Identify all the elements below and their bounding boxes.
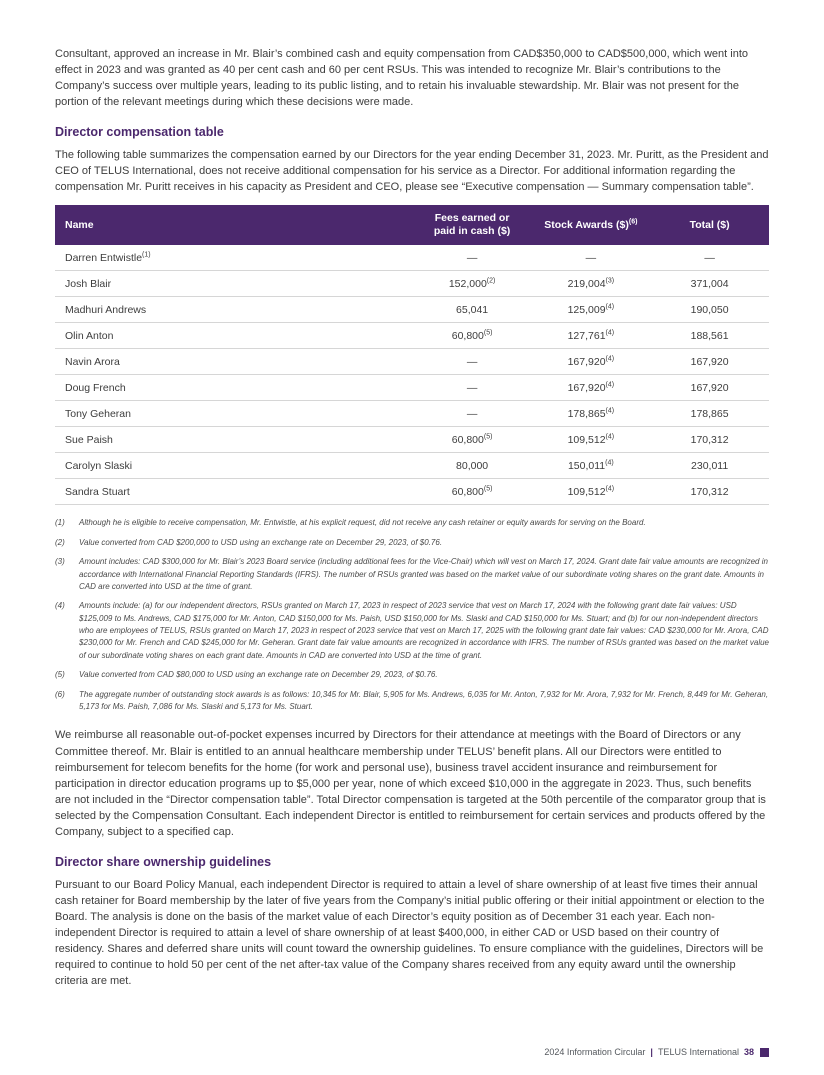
footnote-ref: (4) <box>605 303 615 311</box>
footnote-number: (4) <box>55 601 65 611</box>
cell-stock-awards: 178,865$^{(4)}$ <box>531 401 650 427</box>
footnote-ref: (5) <box>483 485 493 493</box>
cell-director-name: Sue Paish <box>55 427 413 453</box>
cell-total: 178,865 <box>650 401 769 427</box>
table-row <box>55 245 769 271</box>
cell-fees: 80,000 <box>413 453 532 479</box>
footnote-ref: (4) <box>605 355 615 363</box>
table-row <box>55 297 769 323</box>
cell-total: 170,312 <box>650 479 769 505</box>
cell-fees: — <box>413 349 532 375</box>
footnotes-list <box>55 517 769 713</box>
footnote <box>55 600 769 662</box>
cell-director-name: Darren Entwistle$^{(1)}$ <box>55 245 413 271</box>
cell-stock-awards: 219,004$^{(3)}$ <box>531 271 650 297</box>
cell-fees: 152,000$^{(2)}$ <box>413 271 532 297</box>
footnote-text: Although he is eligible to receive compensation, Mr. Entwistle, at his explicit request, did not receive any cash retainer or equity awards for serving on the Board. <box>79 518 646 528</box>
footnote-ref: (1) <box>142 251 151 259</box>
footnote-ref: (4) <box>605 329 615 337</box>
director-compensation-table <box>55 205 769 505</box>
share-ownership-paragraph: Pursuant to our Board Policy Manual, each independent Director is required to attain a level of share ownership of at least five times their annual cash retainer for Board membership by the later of five years from the Company’s initial public offering or their initial appointment or election to the Board. The analysis is done on the basis of the market value of each Director’s equity position as of December 31 each year. Each non-independent Director is required to attain a level of share ownership of at least $400,000, in either CAD or USD based on their country of residency. Shares and deferred share units will count toward the ownership guidelines. To ensure compliance with the guidelines, Directors will be required to continue to hold 50 per cent of the net after-tax value of the Company shares received from any equity award until the ownership criteria are met. <box>55 878 765 988</box>
footnote-number: (3) <box>55 557 65 567</box>
footnote-ref: (5) <box>483 433 493 441</box>
page-footer <box>544 1047 769 1057</box>
intro-paragraph: Consultant, approved an increase in Mr. Blair’s combined cash and equity compensation from CAD$350,000 to CAD$500,000, which went into effect in 2023 and was granted as 40 per cent cash and 60 per cent RSUs. This was intended to recognize Mr. Blair’s contributions to the Company’s success over multiple years, leading to its public listing, and to retain his invaluable stewardship. Mr. Blair was not present for the portion of the relevant meetings during which these decisions were made. <box>55 48 748 109</box>
table-row <box>55 427 769 453</box>
footnote-ref: (3) <box>605 277 615 285</box>
footnote-ref: (4) <box>605 381 615 389</box>
cell-total: 170,312 <box>650 427 769 453</box>
footnote-text: Amount includes: CAD $300,000 for Mr. Blair’s 2023 Board service (including additional fees for the Vice-Chair) which will vest on March 17, 2024. Grant date fair value amounts are recognized in accordance with International Financial Reporting Standards (IFRS). The number of RSUs granted was based on the market value of our subordinate voting shares on the grant date. Amounts in CAD are converted into USD at the time of grant. <box>79 557 768 591</box>
table-head <box>55 205 769 245</box>
cell-fees: 65,041 <box>413 297 532 323</box>
table-header-row <box>55 205 769 245</box>
cell-fees: 60,800$^{(5)}$ <box>413 323 532 349</box>
cell-total: 167,920 <box>650 349 769 375</box>
column-header-total: Total ($) <box>650 205 769 245</box>
cell-fees: 60,800$^{(5)}$ <box>413 427 532 453</box>
cell-stock-awards: 150,011$^{(4)}$ <box>531 453 650 479</box>
footnote-ref: (2) <box>486 277 496 285</box>
cell-stock-awards: — <box>531 245 650 271</box>
footnote-number: (1) <box>55 518 65 528</box>
column-header-stock-awards-label: Stock Awards ($) <box>544 218 629 231</box>
column-header-name: Name <box>55 205 413 245</box>
cell-stock-awards: 109,512$^{(4)}$ <box>531 427 650 453</box>
cell-director-name: Navin Arora <box>55 349 413 375</box>
footnote <box>55 517 769 529</box>
footnote-ref: (4) <box>605 485 615 493</box>
cell-stock-awards: 167,920$^{(4)}$ <box>531 349 650 375</box>
footnote-text: Value converted from CAD $200,000 to USD using an exchange rate on December 29, 2023, of $0.76. <box>79 537 443 547</box>
footnote-ref: (5) <box>483 329 493 337</box>
cell-director-name: Olin Anton <box>55 323 413 349</box>
footer-company-name: TELUS International <box>657 1047 739 1057</box>
section-heading-director-compensation: Director compensation table <box>55 124 224 139</box>
cell-director-name: Madhuri Andrews <box>55 297 413 323</box>
cell-stock-awards: 167,920$^{(4)}$ <box>531 375 650 401</box>
cell-stock-awards: 127,761$^{(4)}$ <box>531 323 650 349</box>
cell-stock-awards: 125,009$^{(4)}$ <box>531 297 650 323</box>
table-row <box>55 479 769 505</box>
cell-director-name: Doug French <box>55 375 413 401</box>
footer-document-title: 2024 Information Circular <box>544 1047 646 1057</box>
cell-director-name: Carolyn Slaski <box>55 453 413 479</box>
table-body <box>55 245 769 505</box>
footnote-text: Value converted from CAD $80,000 to USD using an exchange rate on December 29, 2023, of $0.76. <box>79 670 438 680</box>
footnote-ref: (4) <box>605 407 615 415</box>
column-header-fees: Fees earned or paid in cash ($) <box>413 205 532 245</box>
cell-fees: — <box>413 401 532 427</box>
reimbursement-paragraph: We reimburse all reasonable out-of-pocket expenses incurred by Directors for their attendance at meetings with the Board of Directors or any Committee thereof. Mr. Blair is entitled to an annual healthcare membership under TELUS’ benefit plans. All our Directors were entitled to reimbursement for telecom benefits for the home (for work and personal use), business travel accident insurance and reimbursement for participation in director education programs up to $5,000 per year, none of which exceed $10,000 in the aggregate in 2023. Thus, such benefits are not included in the “Director compensation table”. Total Director compensation is targeted at the 50th percentile of the comparator group that is selected by the Compensation Consultant. Each independent Director is entitled to reimbursement for certain services and products offered by the Company, subject to a specified cap. <box>55 729 766 839</box>
footnote <box>55 669 769 681</box>
table-row <box>55 401 769 427</box>
table-row <box>55 349 769 375</box>
footnote <box>55 689 769 714</box>
column-header-stock-awards-footnote-ref: (6) <box>628 218 638 226</box>
cell-fees: — <box>413 375 532 401</box>
cell-total: 188,561 <box>650 323 769 349</box>
table-row <box>55 323 769 349</box>
table-row <box>55 271 769 297</box>
footnote-number: (2) <box>55 537 65 547</box>
cell-director-name: Josh Blair <box>55 271 413 297</box>
cell-total: 167,920 <box>650 375 769 401</box>
cell-total: 371,004 <box>650 271 769 297</box>
column-header-stock-awards <box>531 205 650 245</box>
footnote-number: (5) <box>55 670 65 680</box>
footnote-text: Amounts include: (a) for our independent directors, RSUs granted on March 17, 2023 in respect of 2023 service that vest on March 17, 2024 with the following grant date fair values: USD $125,009 to Ms. Andrews, CAD $175,000 for Mr. Anton, CAD $150,000 for Ms. Paish, USD $150,000 for Ms. Slaski and CAD $150,000 for Ms. Stuart; and (b) for our non-independent directors who are employees of TELUS, RSUs granted on March 17, 2023 in respect of 2023 service that vest on March 17, 2025 with the following grant date fair values: CAD $230,000 for Mr. Arora, CAD $230,000 for Mr. French and CAD $245,000 for Mr. Geheran. Grant date fair value amounts are recognized in accordance with IFRS. The number of RSUs granted was based on the market value of our subordinate voting shares on each grant date. Amounts in CAD are converted into USD at the time of grant. <box>79 601 769 660</box>
section-heading-share-ownership: Director share ownership guidelines <box>55 854 272 869</box>
footnote-ref: (4) <box>605 433 615 441</box>
footnote-number: (6) <box>55 689 65 699</box>
footnote-ref: (4) <box>605 459 614 467</box>
cell-fees: 60,800$^{(5)}$ <box>413 479 532 505</box>
cell-total: 230,011 <box>650 453 769 479</box>
table-row <box>55 453 769 479</box>
director-compensation-intro-paragraph: The following table summarizes the compensation earned by our Directors for the year ending December 31, 2023. Mr. Puritt, as the President and CEO of TELUS International, does not receive additional compensation for his service as a Director. For additional information regarding the compensation Mr. Puritt receives in his capacity as President and CEO, please see “Executive compensation — Summary compensation table”. <box>55 148 769 193</box>
cell-director-name: Sandra Stuart <box>55 479 413 505</box>
cell-director-name: Tony Geheran <box>55 401 413 427</box>
footnote <box>55 556 769 593</box>
footnote <box>55 537 769 549</box>
footer-separator: | <box>650 1047 653 1057</box>
footnote-text: The aggregate number of outstanding stock awards is as follows: 10,345 for Mr. Blair, 5,905 for Ms. Andrews, 6,035 for Mr. Anton, 7,932 for Mr. Arora, 7,932 for Mr. French, 8,449 for Mr. Geheran, 5,173 for Ms. Paish, 7,086 for Ms. Slaski and 5,173 for Ms. Stuart. <box>79 689 769 712</box>
cell-total: — <box>650 245 769 271</box>
footer-page-number: 38 <box>743 1047 754 1057</box>
cell-total: 190,050 <box>650 297 769 323</box>
cell-fees: — <box>413 245 532 271</box>
table-row <box>55 375 769 401</box>
cell-stock-awards: 109,512$^{(4)}$ <box>531 479 650 505</box>
footer-square-icon <box>760 1048 769 1057</box>
